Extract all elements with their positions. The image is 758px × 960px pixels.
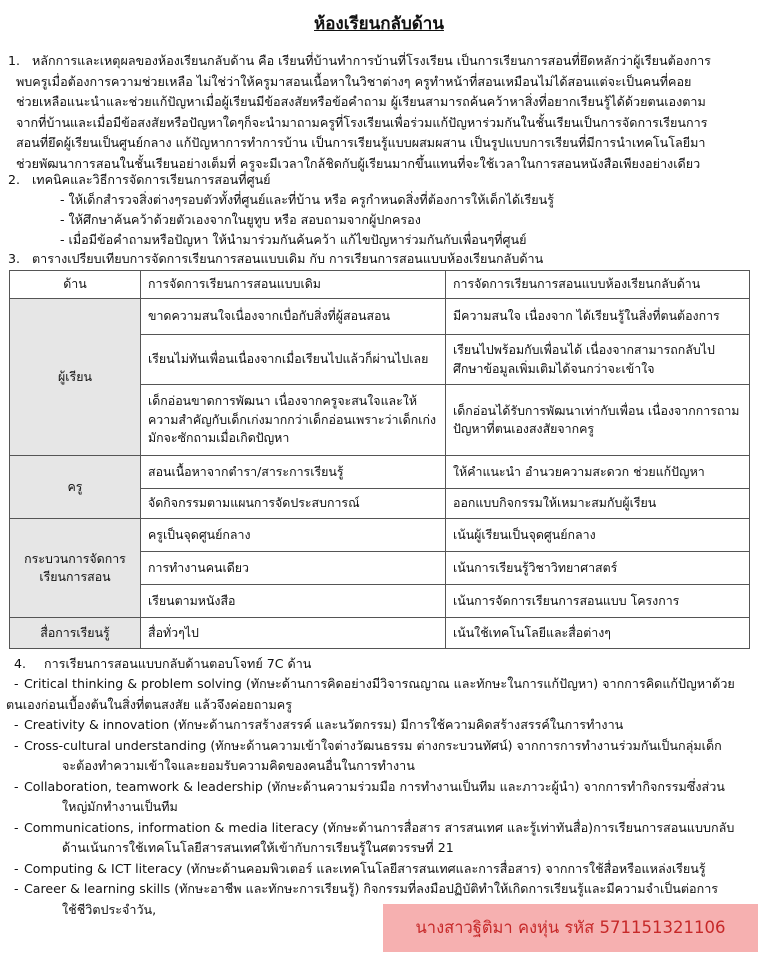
list-dash: - xyxy=(14,819,19,835)
section-4-heading: การเรียนการสอนแบบกลับด้านตอบโจทย์ 7C ด้าน xyxy=(44,656,312,671)
section-1-number: 1. xyxy=(8,53,21,68)
table-cell-flipped: เน้นการเรียนรู้วิชาวิทยาศาสตร์ xyxy=(446,552,750,585)
table-cell-flipped: ออกแบบกิจกรรมให้เหมาะสมกับผู้เรียน xyxy=(446,489,750,519)
author-label: นางสาวฐิติมา คงหุ่น รหัส 571151321106 xyxy=(383,904,758,952)
list-dash: - xyxy=(14,717,19,732)
table-cell-flipped: เน้นผู้เรียนเป็นจุดศูนย์กลาง xyxy=(446,519,750,552)
aspect-media: สื่อการเรียนรู้ xyxy=(10,618,141,649)
table-cell-traditional: สอนเนื้อหาจากตำรา/สาระการเรียนรู้ xyxy=(141,456,446,489)
list-item-continuation: ใช้ชีวิตประจำวัน, xyxy=(62,901,157,917)
list-item xyxy=(14,818,744,859)
section-2-number: 2. xyxy=(8,172,21,187)
table-row xyxy=(10,519,750,552)
table-header-row xyxy=(10,271,750,299)
section-2-heading: เทคนิคและวิธีการจัดการเรียนการสอนที่ศูนย์ xyxy=(32,172,271,187)
list-item xyxy=(14,715,744,736)
section-4-number: 4. xyxy=(14,656,27,671)
list-item-text: Career & learning skills (ทักษะอาชีพ และทักษะการเรียนรู้) กิจกรรมที่ลงมือปฏิบัติทำให้เกิดการเรียนรู้และมีความจำเป็นต่อการ xyxy=(24,881,719,896)
table-cell-flipped: ให้คำแนะนำ อำนวยความสะดวก ช่วยแก้ปัญหา xyxy=(446,456,750,489)
section-1-line: หลักการและเหตุผลของห้องเรียนกลับด้าน คือ เรียนที่บ้านทำการบ้านที่โรงเรียน เป็นการเรียนการสอนที่ยึดหลักว่าผู้เรียนต้องการ xyxy=(32,53,711,68)
list-dash: - xyxy=(14,778,19,794)
list-item-continuation: ด้านเน้นการใช้เทคโนโลยีสารสนเทศให้เข้ากับการเรียนรู้ในศตวรรษที่ 21 xyxy=(62,840,454,855)
section-1-line: พบครูเมื่อต้องการความช่วยเหลือ ไม่ใช่ว่าให้ครูมาสอนเนื้อหาในวิชาต่างๆ ครูทำหน้าที่สอนเหมือนไม่ได้สอนแต่จะเป็นคนที่คอย xyxy=(16,73,692,89)
table-cell-traditional: เรียนตามหนังสือ xyxy=(141,585,446,618)
seven-c-list xyxy=(6,674,744,920)
list-item xyxy=(14,777,744,818)
table-cell-traditional: ขาดความสนใจเนื่องจากเบื่อกับสิ่งที่ผู้สอนสอน xyxy=(141,299,446,335)
list-dash: - xyxy=(14,676,19,691)
aspect-teacher: ครู xyxy=(10,456,141,519)
list-item xyxy=(6,674,744,715)
table-cell-traditional: การทำงานคนเดียว xyxy=(141,552,446,585)
list-item-text: Computing & ICT literacy (ทักษะด้านคอมพิวเตอร์ และเทคโนโลยีสารสนเทศและการสื่อสาร) จากการใช้สื่อหรือแหล่งเรียนรู้ xyxy=(24,860,706,876)
table-header-aspect: ด้าน xyxy=(10,271,141,299)
section-4 xyxy=(8,654,748,675)
table-cell-flipped: เรียนไปพร้อมกับเพื่อนได้ เนื่องจากสามารถกลับไปศึกษาข้อมูลเพิ่มเติมได้จนกว่าจะเข้าใจ xyxy=(446,335,750,385)
table-cell-traditional: เรียนไม่ทันเพื่อนเนื่องจากเมื่อเรียนไปแล้วก็ผ่านไปเลย xyxy=(141,335,446,385)
aspect-learner: ผู้เรียน xyxy=(10,299,141,456)
list-item-text: Collaboration, teamwork & leadership (ทักษะด้านความร่วมมือ การทำงานเป็นทีม และภาวะผู้นำ) จากการทำกิจกรรมซึ่งส่วน xyxy=(24,778,725,794)
section-2-bullet: - เมื่อมีข้อคำถามหรือปัญหา ให้นำมาร่วมกันค้นคว้า แก้ไขปัญหาร่วมกันกับเพื่อนๆที่ศูนย์ xyxy=(60,232,527,247)
section-1-line: จากที่บ้านและเมื่อมีข้อสงสัยหรือปัญหาใดๆก็จะนำมาถามครูที่โรงเรียนเพื่อร่วมแก้ปัญหาร่วมกันในชั้นเรียนเป็นการจัดการเรียนการ xyxy=(16,114,708,130)
list-item xyxy=(14,736,744,777)
section-1 xyxy=(8,51,748,174)
list-item-continuation: ใหญ่มักทำงานเป็นทีม xyxy=(62,799,178,814)
table-cell-traditional: เด็กอ่อนขาดการพัฒนา เนื่องจากครูจะสนใจและให้ความสำคัญกับเด็กเก่งมากกว่าเด็กอ่อนเพราะว่าเด็กเก่งมักจะซักถามเมื่อเกิดปัญหา xyxy=(141,385,446,456)
table-row xyxy=(10,299,750,335)
section-2-bullet: - ให้เด็กสำรวจสิ่งต่างๆรอบตัวทั้งที่ศูนย์และที่บ้าน หรือ ครูกำหนดสิ่งที่ต้องการให้เด็กได้เรียนรู้ xyxy=(60,192,554,207)
table-cell-flipped: มีความสนใจ เนื่องจาก ได้เรียนรู้ในสิ่งที่ตนต้องการ xyxy=(446,299,750,335)
table-header-flipped: การจัดการเรียนการสอนแบบห้องเรียนกลับด้าน xyxy=(446,271,750,299)
section-1-paragraph xyxy=(16,51,748,174)
list-dash: - xyxy=(14,860,19,876)
table-row xyxy=(10,456,750,489)
table-row xyxy=(10,618,750,649)
table-cell-flipped: เน้นการจัดการเรียนการสอนแบบ โครงการ xyxy=(446,585,750,618)
list-item-text: Creativity & innovation (ทักษะด้านการสร้างสรรค์ และนวัตกรรม) มีการใช้ความคิดสร้างสรรค์ในการทำงาน xyxy=(24,717,624,732)
list-item-text: Critical thinking & problem solving (ทักษะด้านการคิดอย่างมีวิจารณญาณ และทักษะในการแก้ปัญหา) จากการคิดแก้ปัญหาด้วย xyxy=(24,676,735,691)
section-3-heading: ตารางเปรียบเทียบการจัดการเรียนการสอนแบบเดิม กับ การเรียนการสอนแบบห้องเรียนกลับด้าน xyxy=(32,251,544,266)
section-2 xyxy=(8,170,748,191)
page-title: ห้องเรียนกลับด้าน xyxy=(314,14,444,34)
section-1-line: ช่วยพัฒนาการสอนในชั้นเรียนอย่างเต็มที่ ครูจะมีเวลาใกล้ชิดกับผู้เรียนมากขึ้นแทนที่จะใช้เวลาในการสอนหนังสือเพียงอย่างเดียว xyxy=(16,155,701,171)
section-1-line: สอนที่ยึดผู้เรียนเป็นศูนย์กลาง แก้ปัญหาการทำการบ้าน เป็นการเรียนรู้แบบผสมผสาน เป็นรูปแบบการเรียนที่มีการนำเทคโนโลยีมา xyxy=(16,135,706,150)
list-item-text: Communications, information & media literacy (ทักษะด้านการสื่อสาร สารสนเทศ และรู้เท่าทันสื่อ)การเรียนการสอนแบบกลับ xyxy=(24,819,735,835)
section-2-bullet: - ให้ศึกษาค้นคว้าด้วยตัวเองจากในยูทูบ หรือ สอบถามจากผู้ปกครอง xyxy=(60,212,421,227)
list-item-text: Cross-cultural understanding (ทักษะด้านความเข้าใจต่างวัฒนธรรม ต่างกระบวนทัศน์) จากการการทำงานร่วมกันเป็นกลุ่มเด็ก xyxy=(24,737,722,753)
list-dash: - xyxy=(14,881,19,896)
list-item xyxy=(14,859,744,880)
list-item-continuation: จะต้องทำความเข้าใจและยอมรับความคิดของคนอื่นในการทำงาน xyxy=(62,758,415,773)
list-dash: - xyxy=(14,737,19,753)
section-1-line: ช่วยเหลือแนะนำและช่วยแก้ปัญหาเมื่อผู้เรียนมีข้อสงสัยหรือข้อคำถาม ผู้เรียนสามารถค้นคว้าหาสิ่งที่อยากเรียนรู้ได้ด้วยตนเองตาม xyxy=(16,94,706,109)
table-header-traditional: การจัดการเรียนการสอนแบบเดิม xyxy=(141,271,446,299)
list-item-continuation: ตนเองก่อนเบื้องต้นในสิ่งที่ตนสงสัย แล้วจึงค่อยถามครู xyxy=(6,696,292,712)
section-3-number: 3. xyxy=(8,251,21,266)
table-cell-traditional: ครูเป็นจุดศูนย์กลาง xyxy=(141,519,446,552)
table-cell-flipped: เด็กอ่อนได้รับการพัฒนาเท่ากับเพื่อน เนื่องจากการถามปัญหาที่ตนเองสงสัยจากครู xyxy=(446,385,750,456)
table-cell-flipped: เน้นใช้เทคโนโลยีและสื่อต่างๆ xyxy=(446,618,750,649)
section-3 xyxy=(8,249,748,270)
comparison-table xyxy=(9,270,750,649)
table-cell-traditional: สื่อทั่วๆไป xyxy=(141,618,446,649)
aspect-process: กระบวนการจัดการเรียนการสอน xyxy=(10,519,141,618)
table-cell-traditional: จัดกิจกรรมตามแผนการจัดประสบการณ์ xyxy=(141,489,446,519)
